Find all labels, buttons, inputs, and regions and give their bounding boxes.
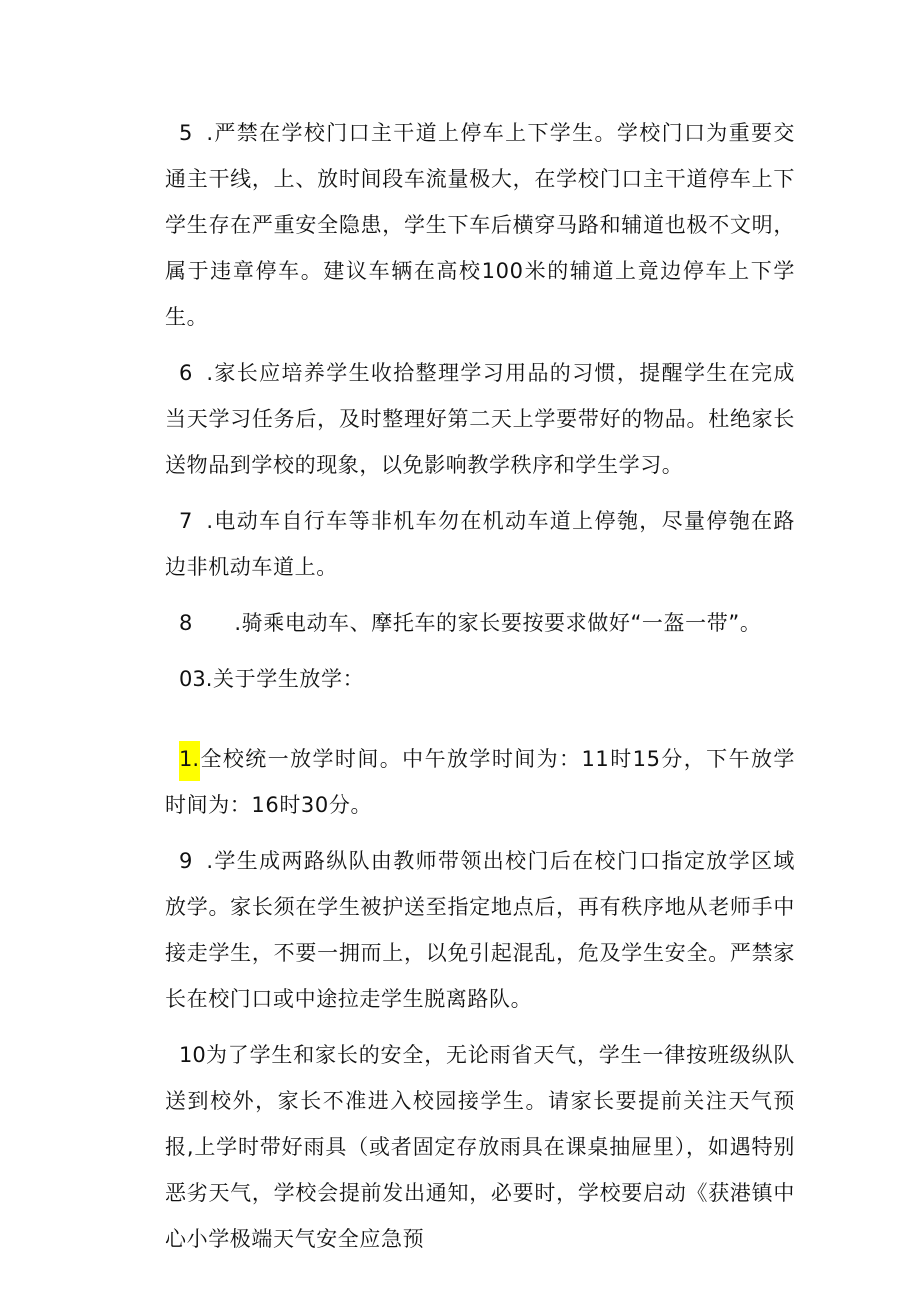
item-number: 5	[179, 121, 193, 145]
item-number: 8	[179, 611, 193, 635]
item-number: 6	[179, 361, 193, 385]
section-heading-03	[165, 656, 795, 702]
paragraph-item-1	[165, 736, 795, 828]
paragraph-item-6	[165, 350, 795, 488]
section-title: 关于学生放学：	[213, 667, 365, 691]
paragraph-item-10	[165, 1032, 795, 1262]
paragraph-text: 为了学生和家长的安全，无论雨省天气，学生一律按班级纵队送到校外，家长不准进入校园接学生。请家长要提前关注天气预报,上学时带好雨具（或者固定存放雨具在课桌抽屉里），如遇特别恶劣天气，学校会提前发出通知，必要时，学校要启动《获港镇中心小学极端天气安全应急预	[165, 1043, 795, 1251]
paragraph-text: 家长应培养学生收拾整理学习用品的习惯，提醒学生在完成当天学习任务后，及时整理好第二天上学要带好的物品。杜绝家长送物品到学校的现象，以免影响教学秩序和学生学习。	[165, 361, 795, 477]
paragraph-text: 骑乘电动车、摩托车的家长要按要求做好“一盔一带”。	[241, 611, 762, 635]
paragraph-text: 全校统一放学时间。中午放学时间为：11时15分，下午放学时间为：16时30分。	[165, 747, 795, 817]
paragraph-text: 学生成两路纵队由教师带领出校门后在校门口指定放学区域放学。家长须在学生被护送至指定地点后，再有秩序地从老师手中接走学生，不要一拥而上，以免引起混乱，危及学生安全。严禁家长在校门口或中途拉走学生脱离路队。	[165, 849, 795, 1011]
document-body	[165, 110, 795, 1262]
paragraph-item-7	[165, 498, 795, 590]
item-separator: .	[206, 849, 214, 873]
item-number: 10	[179, 1043, 206, 1067]
paragraph-text: 电动车自行车等非机车勿在机动车道上停匏，尽量停匏在路边非机动车道上。	[165, 509, 795, 579]
item-number: 1	[179, 747, 193, 771]
item-separator: .	[192, 747, 200, 771]
section-separator: .	[205, 667, 214, 691]
section-number: 03	[179, 667, 206, 691]
highlighted-item-number	[179, 741, 200, 781]
paragraph-item-8	[165, 600, 795, 646]
item-separator: .	[206, 509, 214, 533]
item-number: 9	[179, 849, 193, 873]
paragraph-item-9	[165, 838, 795, 1022]
item-separator-dot: .	[234, 611, 242, 635]
item-number: 7	[179, 509, 193, 533]
item-separator: .	[206, 361, 214, 385]
paragraph-item-5	[165, 110, 795, 340]
paragraph-text: 严禁在学校门口主干道上停车上下学生。学校门口为重要交通主干线，上、放时间段车流量极大，在学校门口主干道停车上下学生存在严重安全隐患，学生下车后横穿马路和辅道也极不文明，属于违章停车。建议车辆在高校100米的辅道上竟边停车上下学生。	[165, 121, 795, 329]
item-separator: .	[206, 121, 214, 145]
